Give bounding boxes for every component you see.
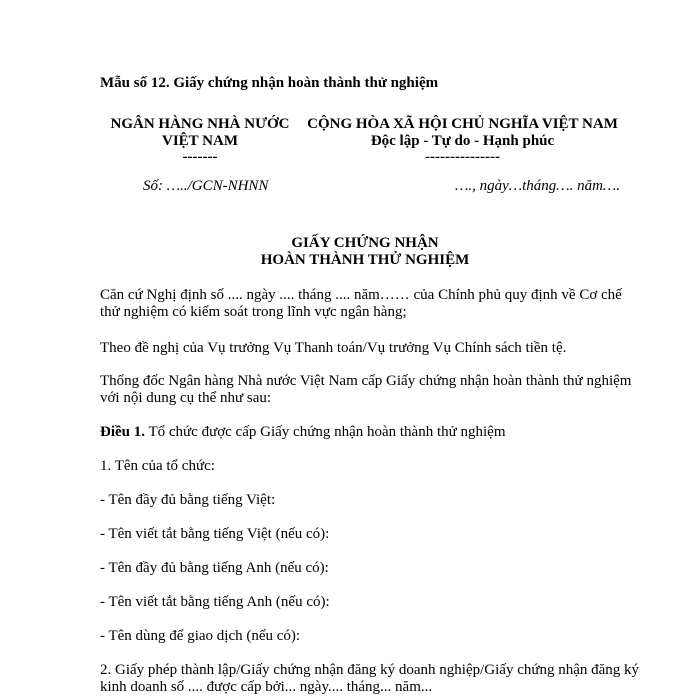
national-divider: --------------- [425,149,500,165]
article-1-text: Tổ chức được cấp Giấy chứng nhận hoàn thành thử nghiệm [145,424,506,440]
form-title: Mẫu số 12. Giấy chứng nhận hoàn thành thử nghiệm [100,75,439,91]
short-name-english: - Tên viết tắt bằng tiếng Anh (nếu có): [100,594,330,610]
issuer-name-line1: NGÂN HÀNG NHÀ NƯỚC [110,116,290,132]
trading-name: - Tên dùng để giao dịch (nếu có): [100,628,301,644]
national-name: CỘNG HÒA XÃ HỘI CHỦ NGHĨA VIỆT NAM [307,116,618,132]
document-number: Số: …../GCN-NHNN [143,178,269,194]
issuer-name-line2: VIỆT NAM [162,133,238,149]
full-name-english: - Tên đầy đủ bằng tiếng Anh (nếu có): [100,560,329,576]
document-date: …., ngày…tháng…. năm…. [455,178,621,194]
proposal-paragraph: Theo đề nghị của Vụ trưởng Vụ Thanh toán/Vụ trưởng Vụ Chính sách tiền tệ. [100,340,567,356]
legal-basis-paragraph: Căn cứ Nghị định số .... ngày .... tháng .... năm…… của Chính phủ quy định về Cơ chế thử nghiệm có kiểm soát trong lĩnh vực ngân hàng; [100,287,622,320]
license-paragraph: 2. Giấy phép thành lập/Giấy chứng nhận đăng ký doanh nghiệp/Giấy chứng nhận đăng ký kinh doanh số .... được cấp bởi... ngày.... tháng... năm... [100,662,640,695]
full-name-vietnamese: - Tên đầy đủ bằng tiếng Việt: [100,492,276,508]
article-1-heading [100,424,640,441]
short-name-vietnamese: - Tên viết tắt bằng tiếng Việt (nếu có): [100,526,330,542]
document-title-line2: HOÀN THÀNH THỬ NGHIỆM [260,252,470,268]
governor-paragraph: Thống đốc Ngân hàng Nhà nước Việt Nam cấp Giấy chứng nhận hoàn thành thử nghiệm với nội dung cụ thể như sau: [100,373,632,406]
national-motto: Độc lập - Tự do - Hạnh phúc [370,133,555,149]
document-title-line1: GIẤY CHỨNG NHẬN [291,235,439,251]
article-1-label: Điều 1. [100,424,145,440]
issuer-header [100,116,300,164]
org-name-heading: 1. Tên của tổ chức: [100,458,215,474]
issuer-divider: ------- [182,149,218,165]
document-title [150,235,580,269]
national-header [300,116,625,164]
